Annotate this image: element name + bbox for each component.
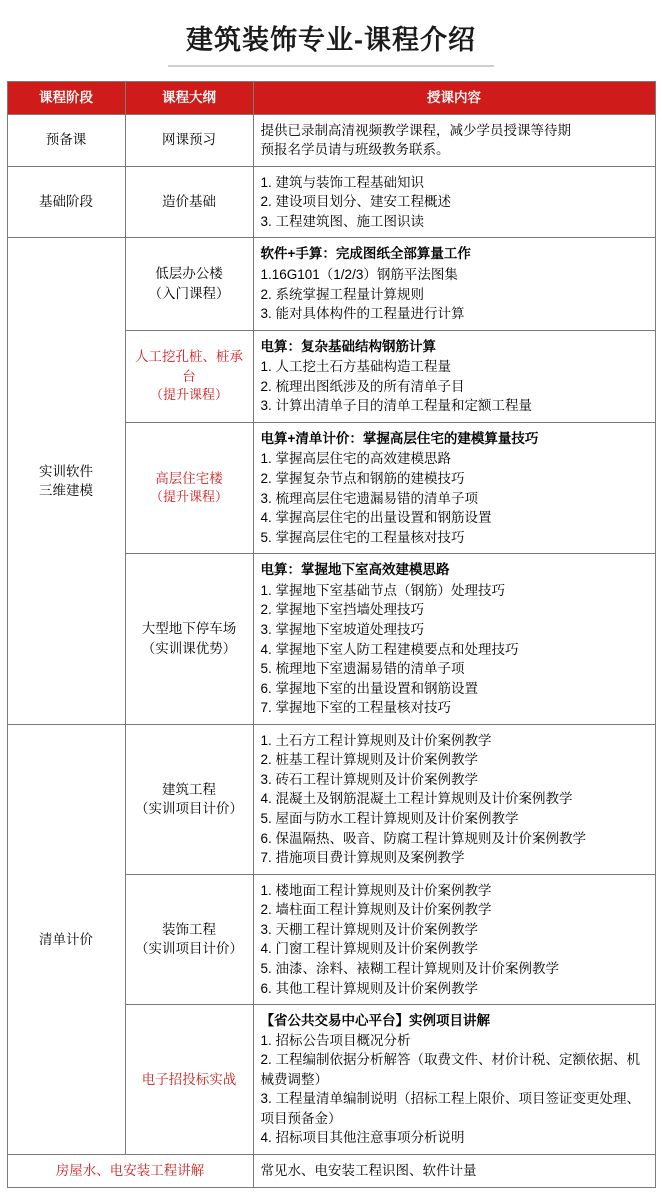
- content-lines: [261, 173, 648, 232]
- outline-title: 大型地下停车场: [141, 621, 237, 637]
- content-cell: [253, 330, 655, 422]
- content-cell: [253, 1005, 655, 1155]
- content-line: 4. 掌握地下室人防工程建模要点和处理技巧: [260, 641, 519, 657]
- content-line: 3. 工程量清单编制说明（招标工程上限价、项目签证变更处理、项目预备金）: [260, 1091, 641, 1126]
- outline-subtitle: （实训项目计价）: [135, 801, 243, 817]
- content-line: 【省公共交易中心平台】实例项目讲解: [260, 1013, 490, 1029]
- content-cell: [253, 422, 655, 553]
- content-cell: [253, 114, 655, 166]
- content-lines: [261, 265, 648, 324]
- content-cell: [253, 724, 655, 874]
- course-table: [7, 81, 656, 1188]
- content-line: 1. 土石方工程计算规则及计价案例教学: [260, 732, 492, 748]
- outline-cell: [125, 238, 253, 330]
- column-header-content: 授课内容: [253, 82, 655, 115]
- content-lines: [261, 581, 648, 718]
- content-cell: [253, 1155, 655, 1188]
- outline-subtitle: （提升课程）: [149, 387, 228, 403]
- table-body: [7, 114, 655, 1187]
- content-line: 1. 招标公告项目概况分析: [260, 1032, 411, 1048]
- content-lines: [261, 449, 648, 547]
- outline-subtitle: （实训项目计价）: [135, 941, 243, 957]
- content-line: 7. 掌握地下室的工程量核对技巧: [260, 700, 452, 716]
- stage-cell: [7, 114, 125, 166]
- outline-title: 低层办公楼: [155, 266, 223, 282]
- content-line: 4. 掌握高层住宅的出量设置和钢筋设置: [260, 510, 492, 526]
- content-line: 3. 工程建筑图、施工图识读: [260, 213, 425, 229]
- outline-cell: [125, 874, 253, 1004]
- outline-cell: [125, 114, 253, 166]
- content-line: 提供已录制高清视频教学课程，减少学员授课等待期: [260, 122, 571, 138]
- content-lines: [261, 357, 648, 416]
- content-line: 3. 计算出清单子目的清单工程量和定额工程量: [260, 398, 533, 414]
- table-row: [7, 238, 655, 330]
- content-line: 1. 建筑与装饰工程基础知识: [260, 174, 425, 190]
- title-block: [0, 0, 662, 81]
- content-line: 预报名学员请与班级教务联系。: [260, 142, 450, 158]
- content-line: 4. 招标项目其他注意事项分析说明: [260, 1130, 465, 1146]
- outline-cell: [125, 554, 253, 725]
- content-line: 5. 油漆、涂料、裱糊工程计算规则及计价案例教学: [260, 960, 560, 976]
- content-line: 1. 掌握地下室基础节点（钢筋）处理技巧: [260, 582, 506, 598]
- content-line: 1. 人工挖土石方基础构造工程量: [260, 359, 452, 375]
- table-row: [7, 1155, 655, 1188]
- outline-title: 电子招投标实战: [141, 1071, 237, 1087]
- content-line: 2. 工程编制依据分析解答（取费文件、材价计税、定额依据、机械费调整）: [260, 1052, 641, 1087]
- outline-subtitle: （入门课程）: [148, 286, 230, 301]
- table-row: [7, 114, 655, 166]
- content-line: 3. 砖石工程计算规则及计价案例教学: [260, 771, 479, 787]
- stage-cell: 房屋水、电安装工程讲解: [7, 1155, 253, 1188]
- content-line: 2. 系统掌握工程量计算规则: [260, 286, 425, 302]
- content-line: 1. 楼地面工程计算规则及计价案例教学: [260, 882, 492, 898]
- outline-title: 建筑工程: [162, 781, 216, 797]
- outline-subtitle: （实训课优势）: [141, 641, 237, 656]
- content-cell: [253, 554, 655, 725]
- stage-cell: [7, 166, 125, 238]
- content-line: 3. 梳理高层住宅遗漏易错的清单子项: [260, 490, 479, 506]
- stage-cell: [7, 238, 125, 724]
- outline-cell: [125, 166, 253, 238]
- content-line: 2. 墙柱面工程计算规则及计价案例教学: [260, 902, 492, 918]
- stage-line: 预备课: [45, 132, 87, 148]
- content-line: 2. 掌握地下室挡墙处理技巧: [260, 602, 425, 618]
- content-cell: [253, 166, 655, 238]
- stage-line: 基础阶段: [39, 194, 93, 210]
- content-line: 5. 梳理地下室遗漏易错的清单子项: [260, 661, 465, 677]
- content-lead: 软件+手算：完成图纸全部算量工作: [260, 246, 471, 262]
- content-line: 5. 屋面与防水工程计算规则及计价案例教学: [260, 811, 519, 826]
- content-lead: 电算：掌握地下室高效建模思路: [260, 562, 450, 578]
- content-cell: [253, 874, 655, 1004]
- content-line: 2. 建设项目划分、建安工程概述: [260, 194, 452, 210]
- header-row: [7, 82, 655, 115]
- content-line: 7. 措施项目费计算规则及案例教学: [260, 850, 465, 866]
- stage-line: 实训软件: [39, 463, 93, 479]
- stage-cell: [7, 724, 125, 1154]
- content-line: 6. 掌握地下室的出量设置和钢筋设置: [260, 680, 479, 696]
- outline-cell: [125, 724, 253, 874]
- content-lines: [261, 1161, 648, 1181]
- outline-title: 造价基础: [162, 194, 216, 210]
- column-header-stage: 课程阶段: [7, 82, 125, 115]
- table-row: [7, 166, 655, 238]
- outline-cell: [125, 422, 253, 553]
- content-lines: [261, 731, 648, 868]
- content-line: 6. 其他工程计算规则及计价案例教学: [260, 980, 479, 996]
- content-line: 5. 掌握高层住宅的工程量核对技巧: [260, 529, 465, 545]
- outline-title: 装饰工程: [162, 921, 216, 937]
- content-line: 3. 天棚工程计算规则及计价案例教学: [260, 921, 479, 937]
- content-cell: [253, 238, 655, 330]
- content-line: 3. 能对具体构件的工程量进行计算: [260, 306, 465, 322]
- content-line: 4. 混凝土及钢筋混凝土工程计算规则及计价案例教学: [260, 791, 573, 807]
- content-lead: 电算：复杂基础结构钢筋计算: [260, 338, 436, 354]
- content-lines: [261, 881, 648, 998]
- table-row: [7, 724, 655, 874]
- content-lead: 电算+清单计价：掌握高层住宅的建模算量技巧: [260, 430, 539, 446]
- content-line: 2. 掌握复杂节点和钢筋的建模技巧: [260, 471, 465, 486]
- content-line: 1.16G101（1/2/3）钢筋平法图集: [260, 266, 458, 282]
- stage-line: 三维建模: [39, 483, 93, 499]
- outline-subtitle: （提升课程）: [149, 489, 228, 505]
- content-line: 2. 梳理出图纸涉及的所有清单子目: [260, 378, 465, 394]
- stage-line: 清单计价: [39, 931, 93, 947]
- content-line: 1. 掌握高层住宅的高效建模思路: [260, 451, 452, 467]
- content-line: 2. 桩基工程计算规则及计价案例教学: [260, 752, 479, 768]
- column-header-outline: 课程大纲: [125, 82, 253, 115]
- content-line: 3. 掌握地下室坡道处理技巧: [260, 621, 425, 637]
- content-line: 常见水、电安装工程识图、软件计量: [260, 1163, 477, 1178]
- outline-title: 网课预习: [162, 132, 216, 148]
- content-lines: [261, 121, 648, 160]
- table-header: [7, 82, 655, 115]
- outline-cell: [125, 330, 253, 422]
- page-title: 建筑装饰专业-课程介绍: [168, 18, 494, 67]
- outline-cell: [125, 1005, 253, 1155]
- content-line: 6. 保温隔热、吸音、防腐工程计算规则及计价案例教学: [260, 830, 587, 846]
- content-lines: [261, 1011, 648, 1148]
- content-line: 4. 门窗工程计算规则及计价案例教学: [260, 941, 479, 957]
- outline-title: 人工挖孔桩、桩承台: [135, 349, 243, 384]
- outline-title: 高层住宅楼: [155, 470, 223, 486]
